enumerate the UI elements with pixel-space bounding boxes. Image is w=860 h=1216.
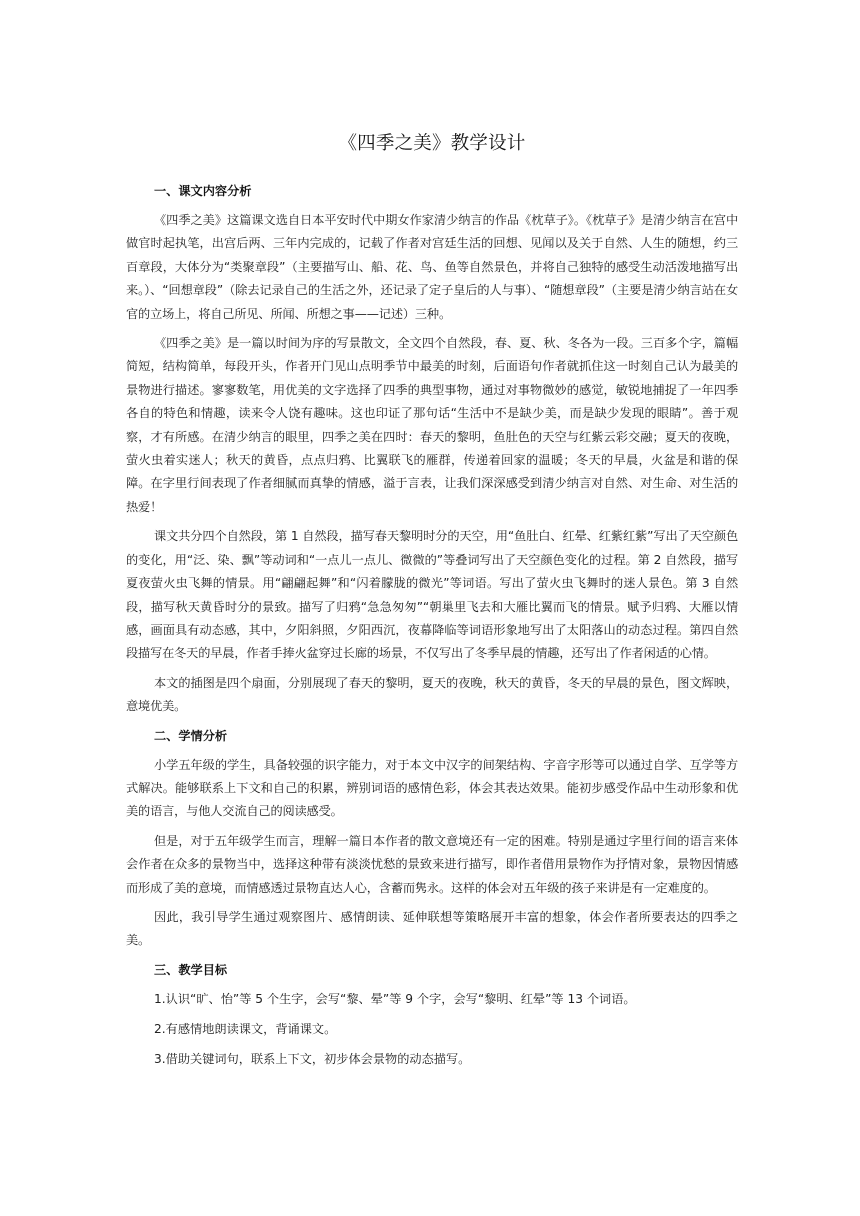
section-heading: 三、教学目标 [154,962,228,977]
paragraph: 《四季之美》这篇课文选自日本平安时代中期女作家清少纳言的作品《枕草子》。《枕草子》是清少纳言在宫中做官时起执笔，出宫后两、三年内完成的，记载了作者对宫廷生活的回想、见闻以及关于自然、人生的随想，约三百章段，大体分为“类聚章段”（主要描写山、船、花、鸟、鱼等自然景色，并将自己独特的感受生动活泼地描写出来。）、“回想章段”（除去记录自己的生活之外，还记录了定子皇后的人与事）、“随想章段”（主要是清少纳言站在女官的立场上，将自己所见、所闻、所想之事——记述）三种。 [126,213,738,321]
document-title: 《四季之美》教学设计 [338,133,526,154]
paragraph: 因此，我引导学生通过观察图片、感情朗读、延伸联想等策略展开丰富的想象，体会作者所要表达的四季之美。 [126,909,738,948]
paragraph: 课文共分四个自然段，第 1 自然段，描写春天黎明时分的天空，用“鱼肚白、红晕、红紫红紫”写出了天空颜色的变化，用“泛、染、飘”等动词和“一点儿一点儿、微微的”等叠词写出了天空颜色变化的过程。第 2 自然段，描写夏夜萤火虫飞舞的情景。用“翩翩起舞”和“闪着朦胧的微光”等词语。写出了萤火虫飞舞时的迷人景色。第 3 自然段，描写秋天黄昏时分的景致。描写了归鸦“急急匆匆”“朝巢里飞去和大雁比翼而飞的情景。赋予归鸦、大雁以情感，画面具有动态感，其中，夕阳斜照，夕阳西沉，夜幕降临等词语形象地写出了太阳落山的动态过程。第四自然段描写在冬天的早晨，作者手捧火盆穿过长廊的场景，不仅写出了冬季早晨的情趣，还写出了作者闲适的心情。 [126,529,738,661]
section-content-analysis [126,180,738,719]
paragraph: 本文的插图是四个扇面，分别展现了春天的黎明，夏天的夜晚，秋天的黄昏，冬天的早晨的景色，图文辉映，意境优美。 [126,675,738,714]
paragraph: 但是，对于五年级学生而言，理解一篇日本作者的散文意境还有一定的困难。特别是通过字里行间的语言来体会作者在众多的景物当中，选择这种带有淡淡忧愁的景致来进行描写，即作者借用景物作为抒情对象，景物因情感而形成了美的意境，而情感透过景物直达人心，含蓄而隽永。这样的体会对五年级的孩子来讲是有一定难度的。 [126,833,738,895]
section-teaching-goals [126,959,738,1071]
paragraph: 小学五年级的学生，具备较强的识字能力，对于本文中汉字的间架结构、字音字形等可以通过自学、互学等方式解决。能够联系上下文和自己的积累，辨别词语的感情色彩，体会其表达效果。能初步感受作品中生动形象和优美的语言，与他人交流自己的阅读感受。 [126,757,738,819]
goal-item: 3.借助关键词句，联系上下文，初步体会景物的动态描写。 [154,1051,471,1066]
section-heading: 一、课文内容分析 [154,184,252,198]
goal-item: 2.有感情地朗读课文，背诵课文。 [154,1021,337,1036]
section-student-analysis [126,725,738,953]
paragraph: 《四季之美》是一篇以时间为序的写景散文，全文四个自然段，春、夏、秋、冬各为一段。三百多个字，篇幅简短，结构简单，每段开头，作者开门见山点明季节中最美的时刻，后面语句作者就抓住这一时刻自己认为最美的景物进行描述。寥寥数笔，用优美的文字选择了四季的典型事物，通过对事物微妙的感觉，敏锐地捕捉了一年四季各自的特色和情趣，读来令人饶有趣味。这也印证了那句话“生活中不是缺少美，而是缺少发现的眼睛”。善于观察，才有所感。在清少纳言的眼里，四季之美在四时：春天的黎明，鱼肚色的天空与红紫云彩交融；夏天的夜晚，萤火虫着实迷人；秋天的黄昏，点点归鸦、比翼联飞的雁群，传递着回家的温暖；冬天的早晨，火盆是和谐的保障。在字里行间表现了作者细腻而真挚的情感，溢于言表，让我们深深感受到清少纳言对自然、对生命、对生活的热爱！ [126,336,738,514]
goal-item: 1.认识“旷、怡”等 5 个生字，会写“黎、晕”等 9 个字，会写“黎明、红晕”等 13 个词语。 [154,991,636,1006]
section-heading: 二、学情分析 [154,728,228,743]
